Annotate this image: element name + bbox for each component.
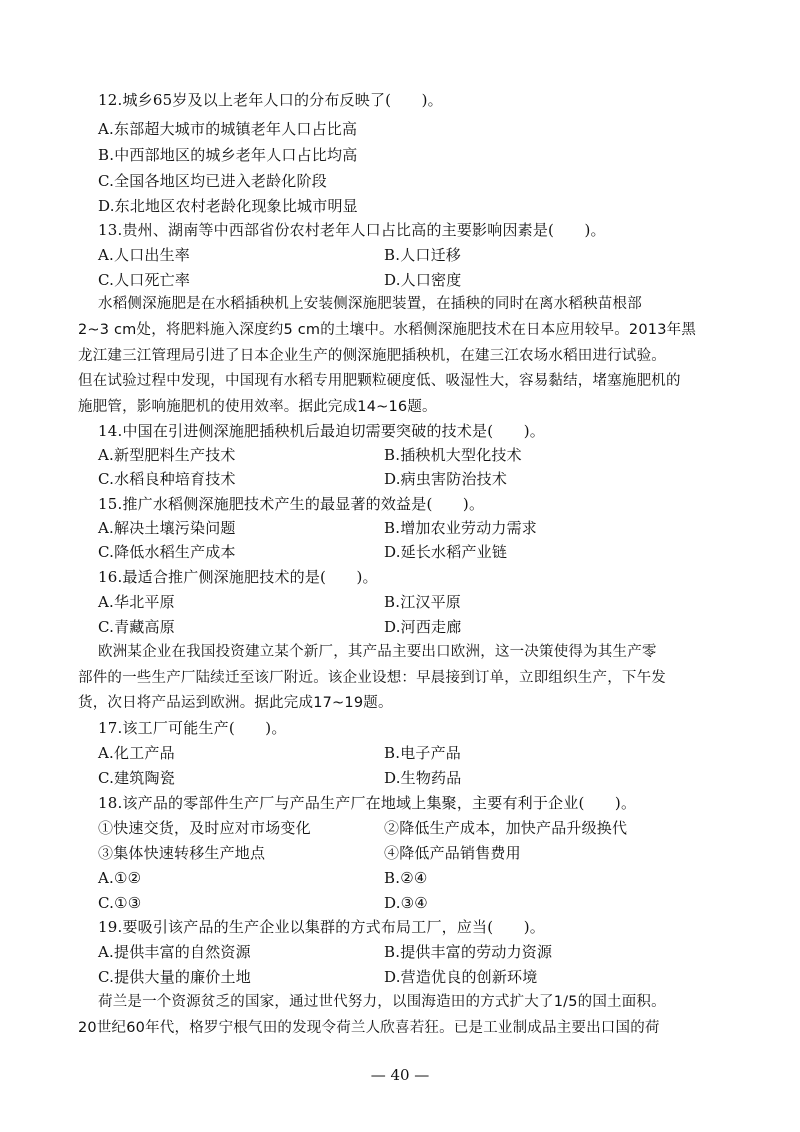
q16-option-b: B.江汉平原: [384, 593, 461, 611]
q17-option-c: C.建筑陶瓷: [98, 769, 175, 787]
q18-item-4: ④降低产品销售费用: [384, 844, 521, 862]
q18-item-2: ②降低生产成本，加快产品升级换代: [384, 819, 628, 837]
q18-item-3: ③集体快速转移生产地点: [98, 844, 266, 862]
q15-stem: 15.推广水稻侧深施肥技术产生的最显著的效益是( )。: [98, 495, 485, 513]
q16-stem: 16.最适合推广侧深施肥技术的是( )。: [98, 568, 378, 586]
q19-option-d: D.营造优良的创新环境: [384, 968, 538, 986]
q13-option-c: C.人口死亡率: [98, 271, 191, 289]
q18-option-b: B.②④: [384, 869, 428, 887]
q17-option-a: A.化工产品: [98, 744, 175, 762]
q16-option-a: A.华北平原: [98, 593, 175, 611]
q18-option-a: A.①②: [98, 869, 142, 887]
q13-stem: 13.贵州、湖南等中西部省份农村老年人口占比高的主要影响因素是( )。: [98, 221, 606, 239]
q15-option-d: D.延长水稻产业链: [384, 543, 508, 561]
q15-option-a: A.解决土壤污染问题: [98, 519, 236, 537]
q16-option-c: C.青藏高原: [98, 618, 175, 636]
q17-option-b: B.电子产品: [384, 744, 461, 762]
q12-option-a: A.东部超大城市的城镇老年人口占比高: [98, 120, 358, 138]
q12-option-b: B.中西部地区的城乡老年人口占比均高: [98, 146, 358, 164]
q18-item-1: ①快速交货，及时应对市场变化: [98, 819, 311, 837]
passage1-line: 水稻侧深施肥是在水稻插秧机上安装侧深施肥装置，在插秧的同时在离水稻秧苗根部: [98, 296, 642, 312]
passage1-line: 2~3 cm处，将肥料施入深度约5 cm的土壤中。水稻侧深施肥技术在日本应用较早。2013年黑: [78, 322, 697, 338]
q14-option-b: B.插秧机大型化技术: [384, 446, 522, 464]
q14-stem: 14.中国在引进侧深施肥插秧机后最迫切需要突破的技术是( )。: [98, 422, 545, 440]
passage3-line: 20世纪60年代，格罗宁根气田的发现令荷兰人欣喜若狂。已是工业制成品主要出口国的荷: [78, 1020, 660, 1036]
passage1-line: 施肥管，影响施肥机的使用效率。据此完成14~16题。: [78, 399, 437, 415]
q12-option-c: C.全国各地区均已进入老龄化阶段: [98, 172, 327, 190]
q13-option-a: A.人口出生率: [98, 246, 191, 264]
q13-option-b: B.人口迁移: [384, 246, 461, 264]
q19-stem: 19.要吸引该产品的生产企业以集群的方式布局工厂，应当( )。: [98, 918, 545, 936]
q18-stem: 18.该产品的零部件生产厂与产品生产厂在地域上集聚，主要有利于企业( )。: [98, 794, 637, 812]
page-number: — 40 —: [370, 1066, 430, 1084]
passage1-line: 龙江建三江管理局引进了日本企业生产的侧深施肥插秧机，在建三江农场水稻田进行试验。: [78, 348, 666, 364]
passage2-line: 货，次日将产品运到欧洲。据此完成17~19题。: [78, 695, 393, 711]
q14-option-c: C.水稻良种培育技术: [98, 470, 236, 488]
q17-stem: 17.该工厂可能生产( )。: [98, 719, 287, 737]
q15-option-c: C.降低水稻生产成本: [98, 543, 236, 561]
q19-option-a: A.提供丰富的自然资源: [98, 943, 251, 961]
q18-option-c: C.①③: [98, 894, 142, 912]
q14-option-a: A.新型肥料生产技术: [98, 446, 236, 464]
q17-option-d: D.生物药品: [384, 769, 462, 787]
passage2-line: 欧洲某企业在我国投资建立某个新厂，其产品主要出口欧洲，这一决策使得为其生产零: [98, 644, 657, 660]
q19-option-c: C.提供大量的廉价土地: [98, 968, 251, 986]
q12-stem: 12.城乡65岁及以上老年人口的分布反映了( )。: [98, 91, 443, 109]
passage2-line: 部件的一些生产厂陆续迁至该厂附近。该企业设想：早晨接到订单，立即组织生产，下午发: [78, 670, 666, 686]
passage3-line: 荷兰是一个资源贫乏的国家，通过世代努力，以围海造田的方式扩大了1/5的国土面积。: [98, 994, 666, 1010]
q13-option-d: D.人口密度: [384, 271, 462, 289]
q18-option-d: D.③④: [384, 894, 428, 912]
q19-option-b: B.提供丰富的劳动力资源: [384, 943, 553, 961]
q12-option-d: D.东北地区农村老龄化现象比城市明显: [98, 197, 358, 215]
q14-option-d: D.病虫害防治技术: [384, 470, 508, 488]
passage1-line: 但在试验过程中发现，中国现有水稻专用肥颗粒硬度低、吸湿性大，容易黏结，堵塞施肥机的: [78, 373, 681, 389]
q16-option-d: D.河西走廊: [384, 618, 462, 636]
q15-option-b: B.增加农业劳动力需求: [384, 519, 537, 537]
